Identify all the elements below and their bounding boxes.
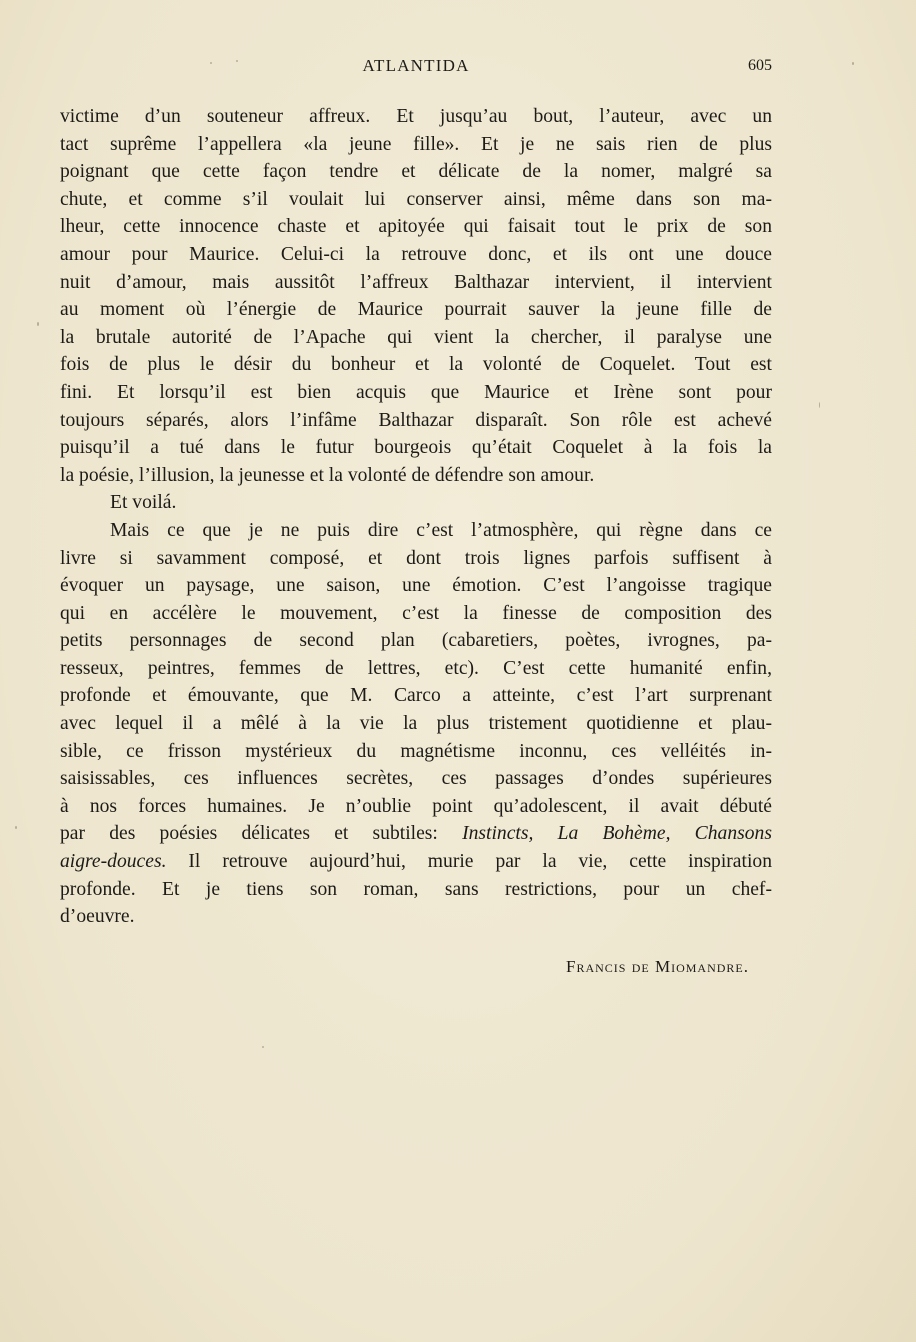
text-line: Et voilá. [110, 492, 177, 514]
paper-speck [15, 826, 17, 829]
text-line: chute, et comme s’il voulait lui conserver ainsi, même dans son ma- [60, 188, 772, 210]
paper-speck [819, 402, 820, 408]
text-line: profonde et émouvante, que M. Carco a atteinte, c’est l’art surprenant [60, 685, 772, 707]
text-line: nuit d’amour, mais aussitôt l’affreux Balthazar intervient, il intervient [60, 271, 772, 293]
text-line: livre si savamment composé, et dont trois lignes parfois suffisent à [60, 547, 772, 569]
text-line: d’oeuvre. [60, 906, 135, 928]
text-line: fois de plus le désir du bonheur et la volonté de Coquelet. Tout est [60, 354, 772, 376]
book-title: aigre-douces. [60, 851, 167, 873]
text-line: Mais ce que je ne puis dire c’est l’atmosphère, qui règne dans ce [110, 519, 772, 541]
page-number: 605 [748, 57, 772, 74]
text-line: sible, ce frisson mystérieux du magnétisme inconnu, ces velléités in- [60, 740, 772, 762]
text-line: avec lequel il a mêlé à la vie la plus tristement quotidienne et plau- [60, 713, 772, 735]
paper-speck [236, 60, 238, 62]
text-line: puisqu’il a tué dans le futur bourgeois qu’était Coquelet à la fois la [60, 437, 772, 459]
journal-title: ATLANTIDA [362, 56, 470, 75]
text-line: la poésie, l’illusion, la jeunesse et la volonté de défendre son amour. [60, 464, 595, 486]
text-line: victime d’un souteneur affreux. Et jusqu’au bout, l’auteur, avec un [60, 106, 772, 127]
text-line: fini. Et lorsqu’il est bien acquis que Maurice et Irène sont pour [60, 381, 772, 403]
text-line: lheur, cette innocence chaste et apitoyée qui faisait tout le prix de son [60, 216, 772, 238]
paper-speck [210, 62, 212, 64]
text-line: profonde. Et je tiens son roman, sans restrictions, pour un chef- [60, 878, 772, 900]
author-signature: Francis de Miomandre. [566, 957, 749, 976]
article-body [60, 103, 772, 931]
text-line: à nos forces humaines. Je n’oublie point qu’adolescent, il avait débuté [60, 795, 772, 817]
book-titles: Instincts, La Bohème, Chansons [462, 823, 772, 845]
text-run: Il retrouve aujourd’hui, murie par la vie, cette inspiration [166, 851, 772, 873]
paper-speck [852, 62, 854, 65]
text-line: qui en accélère le mouvement, c’est la finesse de composition des [60, 602, 772, 624]
paper-speck [37, 322, 39, 326]
text-line: petits personnages de second plan (cabaretiers, poètes, ivrognes, pa- [60, 630, 772, 652]
paper-speck [262, 1046, 264, 1048]
text-line: resseux, peintres, femmes de lettres, etc). C’est cette humanité enfin, [60, 657, 772, 679]
text-run: par des poésies délicates et subtiles: [60, 823, 463, 845]
text-line: évoquer un paysage, une saison, une émotion. C’est l’angoisse tragique [60, 575, 772, 597]
text-line: poignant que cette façon tendre et délicate de la nomer, malgré sa [60, 161, 772, 183]
text-line: tact suprême l’appellera «la jeune fille». Et je ne sais rien de plus [60, 133, 772, 155]
text-line: au moment où l’énergie de Maurice pourrait sauver la jeune fille de [60, 299, 772, 321]
text-line: toujours séparés, alors l’infâme Balthazar disparaît. Son rôle est achevé [60, 409, 772, 431]
text-line: la brutale autorité de l’Apache qui vient la chercher, il paralyse une [60, 326, 772, 348]
text-line [60, 820, 772, 848]
text-line: amour pour Maurice. Celui-ci la retrouve donc, et ils ont une douce [60, 243, 772, 265]
text-line [60, 848, 772, 876]
running-head [60, 54, 772, 80]
text-line: saisissables, ces influences secrètes, ces passages d’ondes supérieures [60, 768, 772, 790]
